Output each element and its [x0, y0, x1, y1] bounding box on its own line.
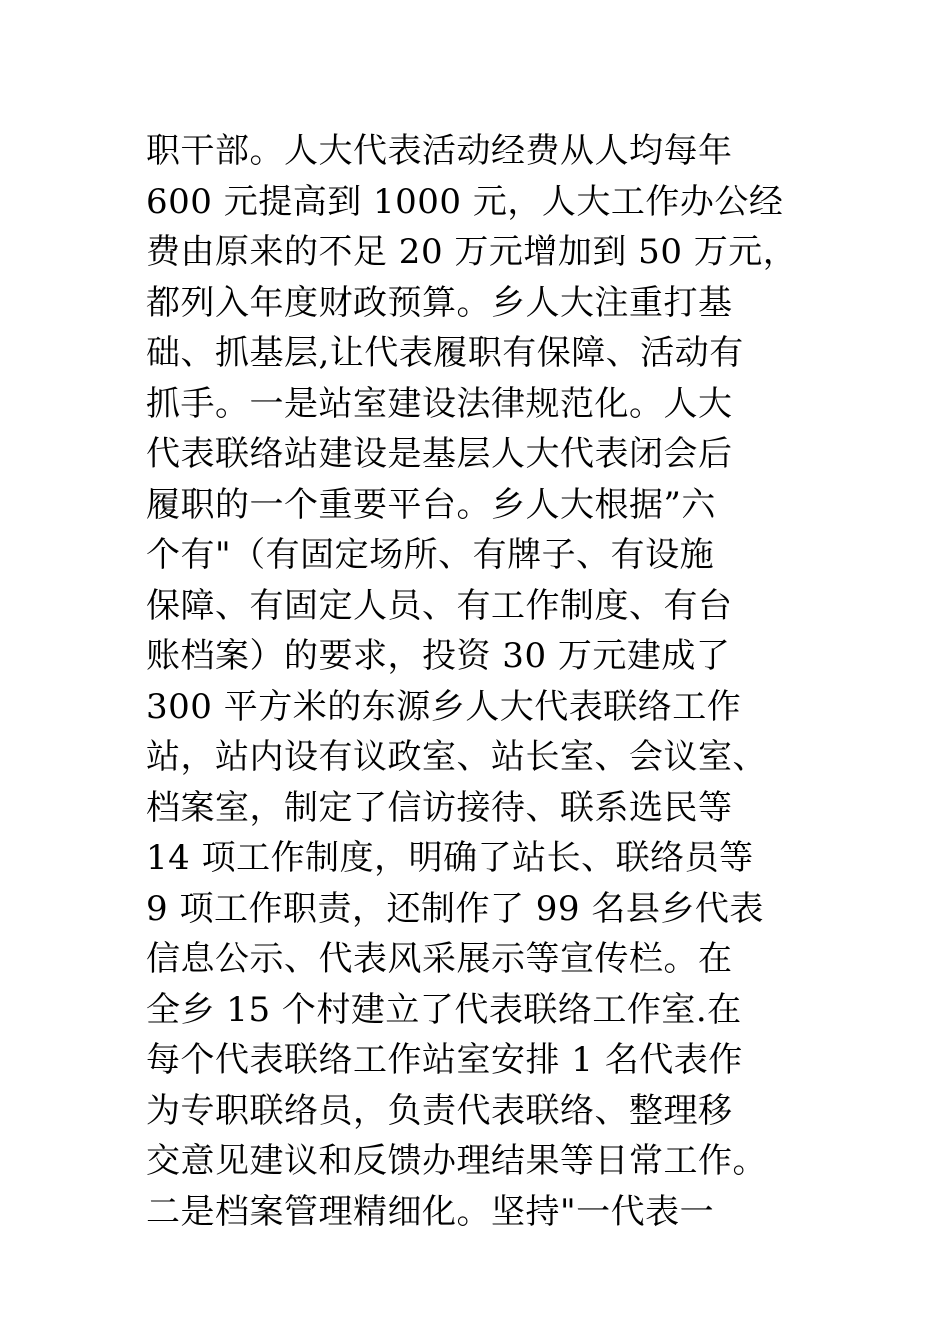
text-line: 账档案）的要求，投资 30 万元建成了	[146, 636, 731, 676]
text-line: 都列入年度财政预算。乡人大注重打基	[146, 282, 733, 323]
text-line: 履职的一个重要平台。乡人大根据”六	[146, 484, 716, 525]
text-line: 保障、有固定人员、有工作制度、有台	[146, 585, 733, 626]
text-line: 费由原来的不足 20 万元增加到 50 万元，	[146, 232, 798, 272]
body-text	[146, 126, 846, 1237]
text-line: 档案室，制定了信访接待、联系选民等	[146, 787, 733, 828]
text-line: 站，站内设有议政室、站长室、会议室、	[146, 737, 767, 777]
text-line: 为专职联络员，负责代表联络、整理移	[146, 1090, 733, 1131]
text-line: 交意见建议和反馈办理结果等日常工作。	[146, 1141, 767, 1181]
text-line: 代表联络站建设是基层人大代表闭会后	[146, 434, 733, 474]
text-line: 抓手。一是站室建设法律规范化。人大	[146, 383, 733, 424]
text-line: 全乡 15 个村建立了代表联络工作室.在	[146, 989, 742, 1030]
text-line: 职干部。人大代表活动经费从人均每年	[146, 131, 733, 171]
text-line: 二是档案管理精细化。坚持"一代表一	[146, 1191, 715, 1232]
text-line: 信息公示、代表风采展示等宣传栏。在	[146, 939, 733, 979]
text-line: 个有"（有固定场所、有牌子、有设施	[146, 535, 715, 575]
text-line: 每个代表联络工作站室安排 1 名代表作	[146, 1040, 743, 1080]
text-line: 300 平方米的东源乡人大代表联络工作	[146, 686, 742, 727]
text-line: 9 项工作职责，还制作了 99 名县乡代表	[146, 888, 764, 929]
text-line: 14 项工作制度，明确了站长、联络员等	[146, 838, 754, 878]
text-line: 础、抓基层,让代表履职有保障、活动有	[146, 333, 744, 373]
text-line: 600 元提高到 1000 元，人大工作办公经	[146, 181, 784, 222]
